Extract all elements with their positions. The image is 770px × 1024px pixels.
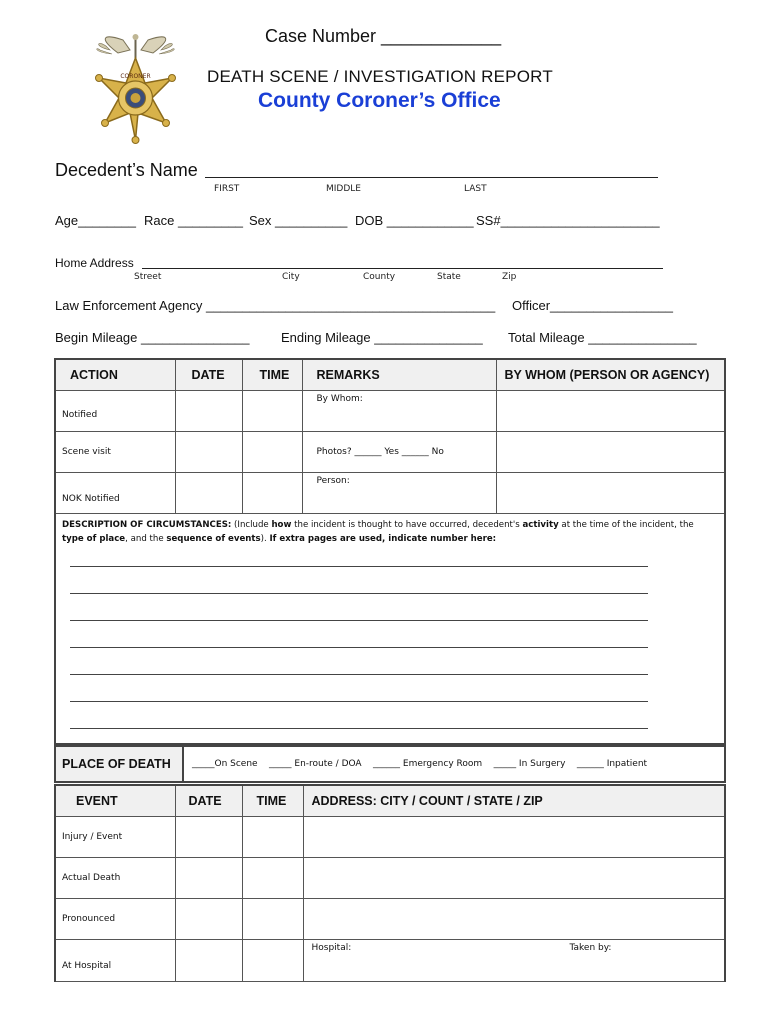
- table-row: [55, 432, 725, 473]
- table-row: [55, 899, 725, 940]
- date-cell[interactable]: [175, 473, 242, 514]
- address-cell[interactable]: [303, 858, 725, 899]
- sex-field[interactable]: Sex __________: [249, 213, 348, 228]
- event-table-header: [55, 785, 725, 817]
- svg-text:CORONER: CORONER: [120, 73, 151, 80]
- action-table-header: [55, 359, 725, 391]
- date-cell[interactable]: [175, 817, 242, 858]
- col-remarks: REMARKS: [302, 359, 496, 391]
- time-cell[interactable]: [242, 432, 302, 473]
- action-table: [54, 358, 726, 745]
- office-name: County Coroner’s Office: [258, 89, 501, 112]
- event-pronounced: Pronounced: [55, 899, 175, 940]
- date-cell[interactable]: [175, 899, 242, 940]
- table-row: [55, 391, 725, 432]
- action-notified: Notified: [55, 391, 175, 432]
- address-cell[interactable]: [303, 817, 725, 858]
- report-title: DEATH SCENE / INVESTIGATION REPORT: [207, 67, 553, 86]
- race-field[interactable]: Race _________: [144, 213, 244, 228]
- time-cell[interactable]: [242, 858, 303, 899]
- coroner-badge-logo: [68, 28, 203, 158]
- street-label: Street: [134, 272, 162, 282]
- col-date: DATE: [175, 785, 242, 817]
- case-number-field[interactable]: Case Number ____________: [265, 26, 502, 46]
- law-enforcement-agency-field[interactable]: Law Enforcement Agency ________________________________________: [55, 298, 496, 313]
- home-address-field[interactable]: [142, 268, 663, 269]
- col-time: TIME: [242, 359, 302, 391]
- decedent-name-field[interactable]: [205, 177, 658, 178]
- zip-label: Zip: [502, 272, 517, 282]
- taken-by-label: Taken by:: [569, 943, 612, 953]
- circumstances-cell[interactable]: [55, 514, 725, 744]
- time-cell[interactable]: [242, 391, 302, 432]
- col-by-whom: BY WHOM (PERSON OR AGENCY): [496, 359, 725, 391]
- state-label: State: [437, 272, 461, 282]
- time-cell[interactable]: [242, 817, 303, 858]
- last-label: LAST: [464, 184, 487, 194]
- date-cell[interactable]: [175, 858, 242, 899]
- dob-field[interactable]: DOB ____________: [355, 213, 474, 228]
- by-whom-cell[interactable]: [496, 473, 725, 514]
- ending-mileage-field[interactable]: Ending Mileage _______________: [281, 330, 483, 345]
- decedent-name-label: Decedent’s Name: [55, 160, 198, 180]
- col-action: ACTION: [55, 359, 175, 391]
- action-nok-notified: NOK Notified: [55, 473, 175, 514]
- county-label: County: [363, 272, 396, 282]
- action-scene-visit: Scene visit: [55, 432, 175, 473]
- time-cell[interactable]: [242, 940, 303, 982]
- first-label: FIRST: [214, 184, 240, 194]
- home-address-label: Home Address: [55, 256, 134, 270]
- event-actual-death: Actual Death: [55, 858, 175, 899]
- date-cell[interactable]: [175, 432, 242, 473]
- place-of-death-table: [54, 745, 726, 783]
- officer-field[interactable]: Officer_________________: [512, 298, 673, 313]
- photos-cell[interactable]: Photos? ______ Yes ______ No: [302, 432, 496, 473]
- time-cell[interactable]: [242, 473, 302, 514]
- col-time: TIME: [242, 785, 303, 817]
- time-cell[interactable]: [242, 899, 303, 940]
- table-row: [55, 473, 725, 514]
- event-injury: Injury / Event: [55, 817, 175, 858]
- date-cell[interactable]: [175, 391, 242, 432]
- age-field[interactable]: Age________: [55, 213, 136, 228]
- table-row: [55, 858, 725, 899]
- place-of-death-options[interactable]: _____On Scene _____ En-route / DOA ______ Emergency Room _____ In Surgery ______ Inpatient: [183, 746, 725, 782]
- address-cell[interactable]: [303, 899, 725, 940]
- table-row: [55, 940, 725, 982]
- by-whom-cell[interactable]: [496, 391, 725, 432]
- begin-mileage-field[interactable]: Begin Mileage _______________: [55, 330, 250, 345]
- total-mileage-field[interactable]: Total Mileage _______________: [508, 330, 697, 345]
- circumstances-row: [55, 514, 725, 744]
- col-event: EVENT: [55, 785, 175, 817]
- date-cell[interactable]: [175, 940, 242, 982]
- place-of-death-label: PLACE OF DEATH: [55, 746, 183, 782]
- event-at-hospital: At Hospital: [55, 940, 175, 982]
- col-address: ADDRESS: CITY / COUNT / STATE / ZIP: [303, 785, 725, 817]
- table-row: [55, 817, 725, 858]
- circumstances-instructions: DESCRIPTION OF CIRCUMSTANCES: (Include how the incident is thought to have occurred, decedent's activity at the time of the incident, the type of place, and the sequence of events). If extra pages are used, indicate number here:: [62, 520, 694, 544]
- event-table: [54, 784, 726, 982]
- city-label: City: [282, 272, 300, 282]
- hospital-cell[interactable]: [303, 940, 725, 982]
- person-cell[interactable]: Person:: [302, 473, 496, 514]
- col-date: DATE: [175, 359, 242, 391]
- middle-label: MIDDLE: [326, 184, 361, 194]
- circumstances-line[interactable]: [70, 728, 648, 729]
- by-whom-cell[interactable]: [496, 432, 725, 473]
- ss-field[interactable]: SS#______________________: [476, 213, 660, 228]
- remarks-cell[interactable]: By Whom:: [302, 391, 496, 432]
- hospital-label: Hospital:: [311, 943, 352, 953]
